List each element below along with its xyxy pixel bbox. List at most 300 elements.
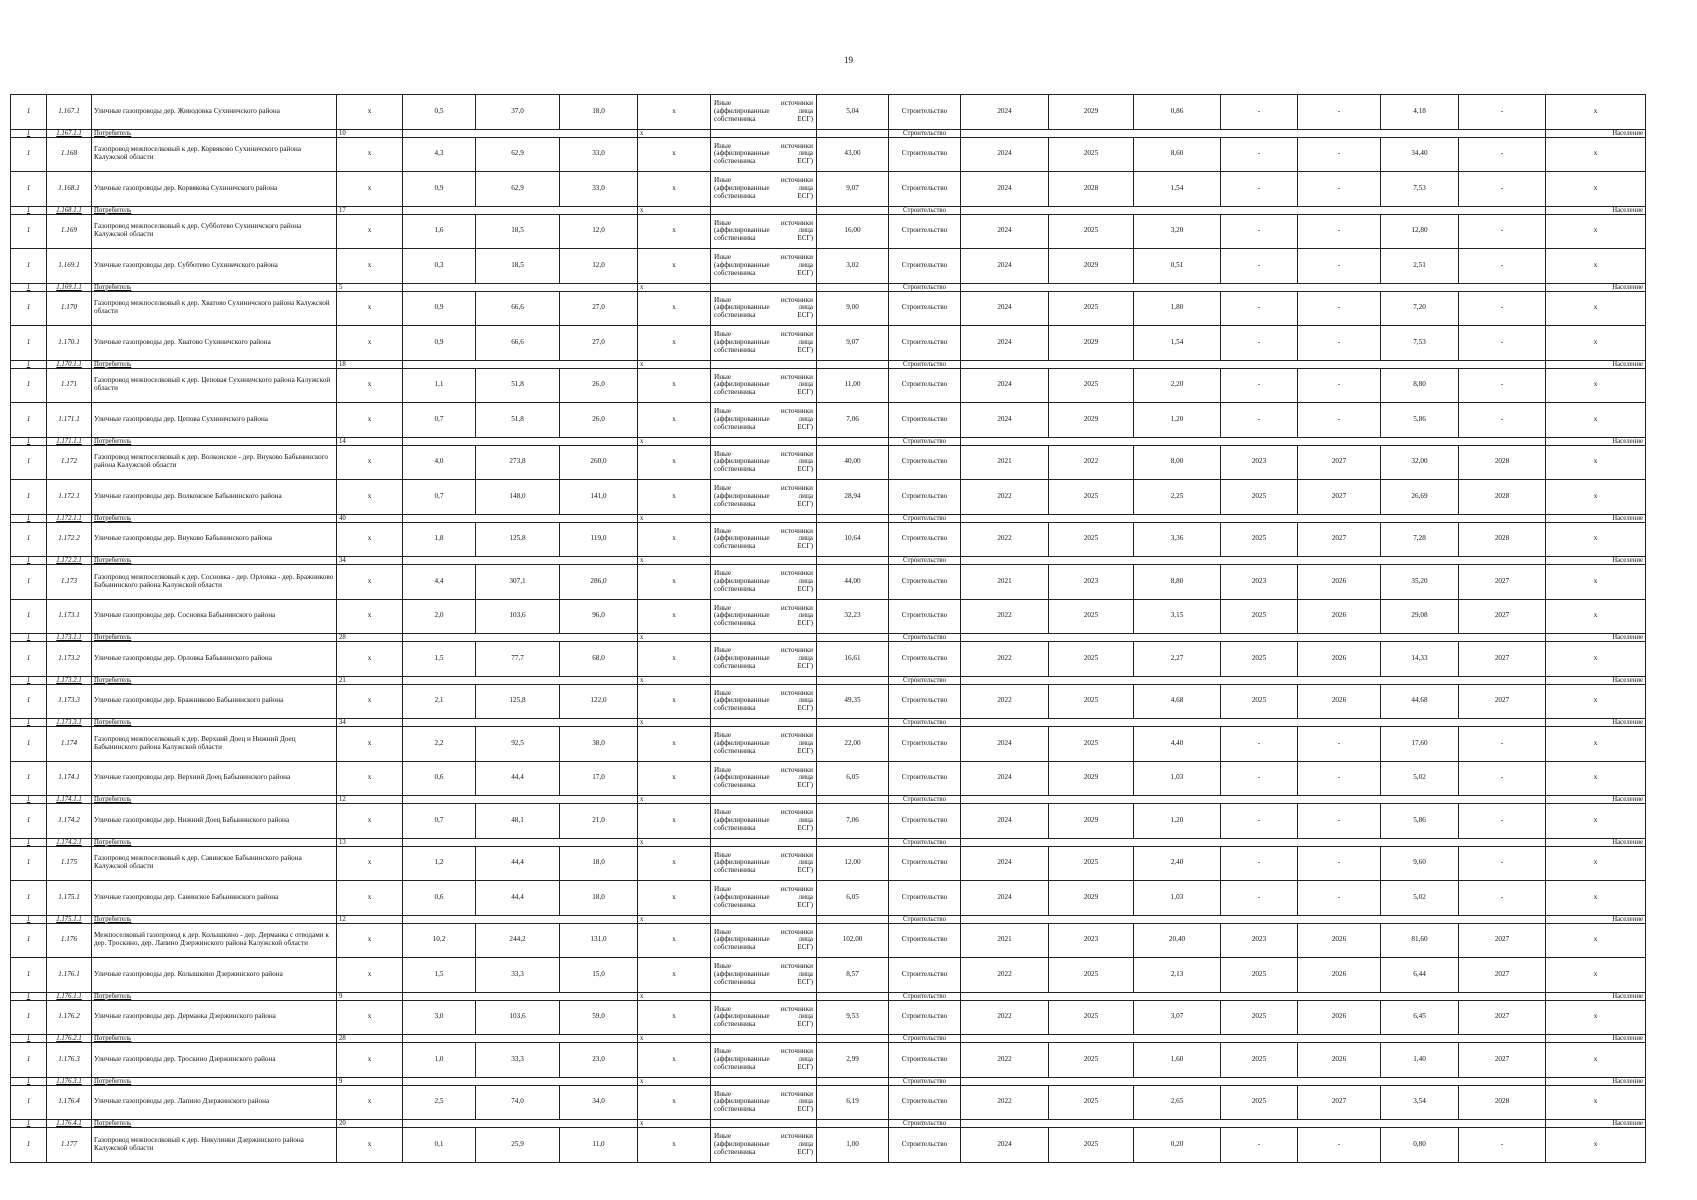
- start-year: 2022: [961, 522, 1049, 557]
- cell-mark: x: [1546, 958, 1646, 993]
- empty-cell: [403, 796, 638, 804]
- consumer-row: [11, 915, 1646, 923]
- pipeline-length: 0,6: [403, 761, 476, 796]
- construction-start: -: [1221, 804, 1298, 839]
- construction-cost: 5,86: [1381, 804, 1459, 839]
- empty-cell: [961, 514, 1546, 522]
- empty-cell: [961, 719, 1546, 727]
- empty-cell: [403, 915, 638, 923]
- total-cost: 6,05: [817, 881, 889, 916]
- start-year: 2024: [961, 403, 1049, 438]
- cell-mark: x: [1546, 727, 1646, 762]
- cell-mark: x: [1546, 565, 1646, 600]
- empty-cell: [817, 915, 889, 923]
- cell-mark: x: [638, 1120, 711, 1128]
- construction-end: -: [1298, 214, 1381, 249]
- cell-mark: x: [1546, 804, 1646, 839]
- empty-cell: [817, 1077, 889, 1085]
- work-type: Строительство: [889, 992, 961, 1000]
- gas-consumption: 27,0: [560, 291, 638, 326]
- consumer-category: Население: [1546, 1035, 1646, 1043]
- cell-mark: x: [638, 172, 711, 207]
- consumer-row: [11, 796, 1646, 804]
- construction-cost: 7,53: [1381, 172, 1459, 207]
- row-number: 1: [11, 1043, 47, 1078]
- cell-mark: x: [638, 796, 711, 804]
- object-code: 1.168.1: [47, 172, 92, 207]
- cell-mark: x: [337, 1000, 403, 1035]
- empty-cell: [817, 283, 889, 291]
- object-name: Газопровод межпоселковый к дер. Цеповая Сухиничского района Калужской области: [92, 368, 337, 403]
- design-cost: 4,40: [1134, 727, 1221, 762]
- funding-source: Иные источники (аффилированные лица собственника ЕСГ): [711, 1128, 817, 1163]
- empty-cell: [403, 360, 638, 368]
- cell-mark: x: [638, 514, 711, 522]
- start-year: 2024: [961, 846, 1049, 881]
- pipeline-length: 1,5: [403, 958, 476, 993]
- cell-mark: x: [1546, 1043, 1646, 1078]
- design-cost: 0,20: [1134, 1128, 1221, 1163]
- gas-volume: 92,5: [476, 727, 560, 762]
- work-type: Строительство: [889, 522, 961, 557]
- consumer-count: 10: [337, 129, 403, 137]
- cell-mark: x: [638, 719, 711, 727]
- object-code: 1.173.1.1: [47, 634, 92, 642]
- commissioning-year: -: [1459, 137, 1546, 172]
- gas-consumption: 33,0: [560, 137, 638, 172]
- empty-cell: [711, 360, 817, 368]
- table-row: [11, 958, 1646, 993]
- construction-cost: 8,80: [1381, 368, 1459, 403]
- row-number: 1: [11, 1085, 47, 1120]
- row-number: 1: [11, 1120, 47, 1128]
- row-number: 1: [11, 522, 47, 557]
- empty-cell: [817, 129, 889, 137]
- object-code: 1.172: [47, 445, 92, 480]
- consumer-count: 18: [337, 360, 403, 368]
- commissioning-year: -: [1459, 95, 1546, 130]
- empty-cell: [711, 129, 817, 137]
- table-row: [11, 445, 1646, 480]
- construction-cost: 26,69: [1381, 480, 1459, 515]
- total-cost: 6,05: [817, 761, 889, 796]
- cell-mark: x: [638, 283, 711, 291]
- consumer-count: 17: [337, 206, 403, 214]
- empty-cell: [961, 437, 1546, 445]
- end-year: 2025: [1049, 1085, 1134, 1120]
- work-type: Строительство: [889, 129, 961, 137]
- object-name: Газопровод межпоселковый к дер. Волконское - дер. Внуково Бабынинского района Калужской области: [92, 445, 337, 480]
- design-cost: 2,25: [1134, 480, 1221, 515]
- end-year: 2029: [1049, 249, 1134, 284]
- cell-mark: x: [638, 206, 711, 214]
- cell-mark: x: [337, 1128, 403, 1163]
- row-number: 1: [11, 719, 47, 727]
- row-number: 1: [11, 565, 47, 600]
- construction-end: -: [1298, 172, 1381, 207]
- row-number: 1: [11, 557, 47, 565]
- total-cost: 7,06: [817, 804, 889, 839]
- gas-volume: 51,8: [476, 403, 560, 438]
- table-row: [11, 599, 1646, 634]
- pipeline-length: 0,1: [403, 1128, 476, 1163]
- gas-volume: 66,6: [476, 291, 560, 326]
- cell-mark: x: [638, 992, 711, 1000]
- gas-volume: 25,9: [476, 1128, 560, 1163]
- construction-cost: 5,86: [1381, 403, 1459, 438]
- pipeline-length: 2,5: [403, 1085, 476, 1120]
- empty-cell: [961, 283, 1546, 291]
- cell-mark: x: [337, 249, 403, 284]
- cell-mark: x: [1546, 761, 1646, 796]
- construction-end: 2026: [1298, 684, 1381, 719]
- row-number: 1: [11, 172, 47, 207]
- consumer-row: [11, 206, 1646, 214]
- construction-end: -: [1298, 846, 1381, 881]
- empty-cell: [711, 1077, 817, 1085]
- pipeline-length: 1,8: [403, 522, 476, 557]
- row-number: 1: [11, 437, 47, 445]
- cell-mark: x: [337, 804, 403, 839]
- object-code: 1.169.1.1: [47, 283, 92, 291]
- empty-cell: [961, 206, 1546, 214]
- consumer-row: [11, 283, 1646, 291]
- consumer-category: Население: [1546, 634, 1646, 642]
- cell-mark: x: [337, 214, 403, 249]
- start-year: 2024: [961, 761, 1049, 796]
- row-number: 1: [11, 992, 47, 1000]
- start-year: 2022: [961, 684, 1049, 719]
- table-row: [11, 214, 1646, 249]
- object-name: Газопровод межпоселковый к дер. Верхний Доец и Нижний Доец Бабынинского района Калужской области: [92, 727, 337, 762]
- row-number: 1: [11, 676, 47, 684]
- funding-source: Иные источники (аффилированные лица собственника ЕСГ): [711, 1043, 817, 1078]
- consumer-row: [11, 360, 1646, 368]
- cell-mark: x: [638, 1077, 711, 1085]
- total-cost: 9,00: [817, 291, 889, 326]
- empty-cell: [403, 129, 638, 137]
- gas-volume: 148,0: [476, 480, 560, 515]
- object-name: Уличные газопроводы дер. Дерманка Дзержинского района: [92, 1000, 337, 1035]
- table-row: [11, 881, 1646, 916]
- construction-start: -: [1221, 214, 1298, 249]
- empty-cell: [961, 796, 1546, 804]
- commissioning-year: 2027: [1459, 642, 1546, 677]
- gas-volume: 37,0: [476, 95, 560, 130]
- table-row: [11, 761, 1646, 796]
- page-number: 19: [844, 55, 853, 65]
- cell-mark: x: [638, 480, 711, 515]
- empty-cell: [711, 915, 817, 923]
- table-row: [11, 1043, 1646, 1078]
- empty-cell: [961, 915, 1546, 923]
- row-number: 1: [11, 838, 47, 846]
- cell-mark: x: [638, 137, 711, 172]
- object-code: 1.168.1.1: [47, 206, 92, 214]
- object-code: 1.174.1: [47, 761, 92, 796]
- object-code: 1.173.3: [47, 684, 92, 719]
- start-year: 2024: [961, 291, 1049, 326]
- object-name: Уличные газопроводы дер. Лапино Дзержинского района: [92, 1085, 337, 1120]
- object-name: Уличные газопроводы дер. Субботево Сухиничского района: [92, 249, 337, 284]
- consumer-label: Потребитель: [92, 1120, 337, 1128]
- work-type: Строительство: [889, 923, 961, 958]
- construction-end: -: [1298, 368, 1381, 403]
- work-type: Строительство: [889, 291, 961, 326]
- total-cost: 11,00: [817, 368, 889, 403]
- construction-cost: 7,53: [1381, 326, 1459, 361]
- consumer-count: 9: [337, 1077, 403, 1085]
- consumer-category: Население: [1546, 719, 1646, 727]
- end-year: 2029: [1049, 95, 1134, 130]
- empty-cell: [817, 514, 889, 522]
- pipeline-length: 0,9: [403, 326, 476, 361]
- object-code: 1.174: [47, 727, 92, 762]
- design-cost: 3,36: [1134, 522, 1221, 557]
- cell-mark: x: [337, 172, 403, 207]
- start-year: 2024: [961, 137, 1049, 172]
- work-type: Строительство: [889, 1043, 961, 1078]
- work-type: Строительство: [889, 599, 961, 634]
- cell-mark: x: [1546, 326, 1646, 361]
- gas-volume: 62,9: [476, 137, 560, 172]
- cell-mark: x: [638, 684, 711, 719]
- empty-cell: [961, 838, 1546, 846]
- work-type: Строительство: [889, 403, 961, 438]
- object-code: 1.173.2.1: [47, 676, 92, 684]
- cell-mark: x: [1546, 249, 1646, 284]
- cell-mark: x: [638, 368, 711, 403]
- row-number: 1: [11, 283, 47, 291]
- consumer-count: 12: [337, 796, 403, 804]
- object-name: Уличные газопроводы дер. Бражниково Бабынинского района: [92, 684, 337, 719]
- cell-mark: x: [337, 761, 403, 796]
- commissioning-year: -: [1459, 403, 1546, 438]
- funding-source: Иные источники (аффилированные лица собственника ЕСГ): [711, 958, 817, 993]
- object-code: 1.173.1: [47, 599, 92, 634]
- start-year: 2022: [961, 480, 1049, 515]
- total-cost: 9,07: [817, 172, 889, 207]
- cell-mark: x: [1546, 445, 1646, 480]
- empty-cell: [711, 1120, 817, 1128]
- consumer-label: Потребитель: [92, 634, 337, 642]
- cell-mark: x: [337, 958, 403, 993]
- end-year: 2025: [1049, 522, 1134, 557]
- commissioning-year: 2028: [1459, 445, 1546, 480]
- end-year: 2025: [1049, 642, 1134, 677]
- empty-cell: [403, 437, 638, 445]
- cell-mark: x: [638, 1043, 711, 1078]
- construction-end: -: [1298, 249, 1381, 284]
- commissioning-year: 2027: [1459, 684, 1546, 719]
- gas-consumption: 23,0: [560, 1043, 638, 1078]
- construction-cost: 1,40: [1381, 1043, 1459, 1078]
- empty-cell: [403, 1077, 638, 1085]
- cell-mark: x: [1546, 291, 1646, 326]
- commissioning-year: 2028: [1459, 480, 1546, 515]
- work-type: Строительство: [889, 360, 961, 368]
- row-number: 1: [11, 480, 47, 515]
- object-code: 1.167.1.1: [47, 129, 92, 137]
- cell-mark: x: [337, 326, 403, 361]
- pipeline-length: 1,6: [403, 214, 476, 249]
- gas-consumption: 141,0: [560, 480, 638, 515]
- row-number: 1: [11, 95, 47, 130]
- total-cost: 8,57: [817, 958, 889, 993]
- commissioning-year: -: [1459, 291, 1546, 326]
- start-year: 2024: [961, 804, 1049, 839]
- object-code: 1.175: [47, 846, 92, 881]
- cell-mark: x: [638, 634, 711, 642]
- cell-mark: x: [638, 1035, 711, 1043]
- object-code: 1.177: [47, 1128, 92, 1163]
- commissioning-year: -: [1459, 368, 1546, 403]
- construction-cost: 35,20: [1381, 565, 1459, 600]
- design-cost: 1,03: [1134, 881, 1221, 916]
- construction-cost: 7,20: [1381, 291, 1459, 326]
- construction-end: 2027: [1298, 522, 1381, 557]
- construction-end: -: [1298, 727, 1381, 762]
- construction-end: 2026: [1298, 923, 1381, 958]
- consumer-count: 13: [337, 838, 403, 846]
- consumer-row: [11, 1120, 1646, 1128]
- object-code: 1.176.1.1: [47, 992, 92, 1000]
- table-row: [11, 804, 1646, 839]
- object-code: 1.176.3: [47, 1043, 92, 1078]
- start-year: 2022: [961, 1000, 1049, 1035]
- start-year: 2024: [961, 727, 1049, 762]
- total-cost: 16,00: [817, 214, 889, 249]
- object-code: 1.172.2: [47, 522, 92, 557]
- work-type: Строительство: [889, 1035, 961, 1043]
- object-name: Уличные газопроводы дер. Волконское Бабынинского района: [92, 480, 337, 515]
- construction-start: 2023: [1221, 923, 1298, 958]
- work-type: Строительство: [889, 249, 961, 284]
- end-year: 2029: [1049, 804, 1134, 839]
- work-type: Строительство: [889, 634, 961, 642]
- consumer-category: Население: [1546, 838, 1646, 846]
- object-name: Газопровод межпоселковый к дер. Савинское Бабынинского района Калужской области: [92, 846, 337, 881]
- empty-cell: [403, 1035, 638, 1043]
- row-number: 1: [11, 599, 47, 634]
- row-number: 1: [11, 249, 47, 284]
- work-type: Строительство: [889, 684, 961, 719]
- cell-mark: x: [638, 958, 711, 993]
- empty-cell: [711, 514, 817, 522]
- funding-source: Иные источники (аффилированные лица собственника ЕСГ): [711, 480, 817, 515]
- gas-consumption: 15,0: [560, 958, 638, 993]
- table-row: [11, 368, 1646, 403]
- cell-mark: x: [1546, 137, 1646, 172]
- consumer-label: Потребитель: [92, 437, 337, 445]
- gas-consumption: 12,0: [560, 249, 638, 284]
- commissioning-year: 2027: [1459, 1043, 1546, 1078]
- start-year: 2024: [961, 1128, 1049, 1163]
- total-cost: 44,00: [817, 565, 889, 600]
- work-type: Строительство: [889, 283, 961, 291]
- construction-end: -: [1298, 326, 1381, 361]
- empty-cell: [817, 1120, 889, 1128]
- object-name: Газопровод межпоселковый к дер. Хватово Сухиничского района Калужской области: [92, 291, 337, 326]
- consumer-row: [11, 719, 1646, 727]
- funding-source: Иные источники (аффилированные лица собственника ЕСГ): [711, 923, 817, 958]
- end-year: 2029: [1049, 881, 1134, 916]
- consumer-category: Население: [1546, 796, 1646, 804]
- construction-end: 2026: [1298, 565, 1381, 600]
- empty-cell: [403, 992, 638, 1000]
- row-number: 1: [11, 214, 47, 249]
- construction-end: -: [1298, 137, 1381, 172]
- empty-cell: [817, 838, 889, 846]
- work-type: Строительство: [889, 846, 961, 881]
- cell-mark: x: [337, 599, 403, 634]
- end-year: 2023: [1049, 565, 1134, 600]
- table-row: [11, 291, 1646, 326]
- commissioning-year: -: [1459, 1128, 1546, 1163]
- commissioning-year: -: [1459, 214, 1546, 249]
- pipeline-length: 0,5: [403, 95, 476, 130]
- object-code: 1.170.1.1: [47, 360, 92, 368]
- work-type: Строительство: [889, 761, 961, 796]
- empty-cell: [403, 634, 638, 642]
- table-row: [11, 249, 1646, 284]
- gas-consumption: 33,0: [560, 172, 638, 207]
- cell-mark: x: [337, 403, 403, 438]
- object-code: 1.176.2: [47, 1000, 92, 1035]
- construction-start: 2025: [1221, 599, 1298, 634]
- funding-source: Иные источники (аффилированные лица собственника ЕСГ): [711, 214, 817, 249]
- row-number: 1: [11, 727, 47, 762]
- construction-end: -: [1298, 881, 1381, 916]
- consumer-label: Потребитель: [92, 796, 337, 804]
- row-number: 1: [11, 761, 47, 796]
- object-code: 1.175.1: [47, 881, 92, 916]
- pipeline-length: 3,0: [403, 1000, 476, 1035]
- row-number: 1: [11, 403, 47, 438]
- gas-consumption: 68,0: [560, 642, 638, 677]
- gas-consumption: 260,0: [560, 445, 638, 480]
- empty-cell: [817, 557, 889, 565]
- table-row: [11, 684, 1646, 719]
- row-number: 1: [11, 923, 47, 958]
- construction-cost: 3,54: [1381, 1085, 1459, 1120]
- funding-source: Иные источники (аффилированные лица собственника ЕСГ): [711, 249, 817, 284]
- construction-end: 2027: [1298, 480, 1381, 515]
- gas-consumption: 122,0: [560, 684, 638, 719]
- gas-consumption: 26,0: [560, 403, 638, 438]
- construction-end: -: [1298, 95, 1381, 130]
- construction-start: 2025: [1221, 522, 1298, 557]
- work-type: Строительство: [889, 206, 961, 214]
- funding-source: Иные источники (аффилированные лица собственника ЕСГ): [711, 881, 817, 916]
- empty-cell: [403, 676, 638, 684]
- funding-source: Иные источники (аффилированные лица собственника ЕСГ): [711, 642, 817, 677]
- total-cost: 43,00: [817, 137, 889, 172]
- construction-end: 2026: [1298, 1043, 1381, 1078]
- empty-cell: [961, 634, 1546, 642]
- object-name: Уличные газопроводы дер. Колышкино Дзержинского района: [92, 958, 337, 993]
- object-name: Уличные газопроводы дер. Верхний Доец Бабынинского района: [92, 761, 337, 796]
- cell-mark: x: [638, 445, 711, 480]
- object-name: Уличные газопроводы дер. Хватово Сухиничского района: [92, 326, 337, 361]
- work-type: Строительство: [889, 1128, 961, 1163]
- consumer-row: [11, 514, 1646, 522]
- row-number: 1: [11, 1035, 47, 1043]
- consumer-row: [11, 676, 1646, 684]
- gas-consumption: 131,0: [560, 923, 638, 958]
- object-code: 1.176.3.1: [47, 1077, 92, 1085]
- table-row: [11, 172, 1646, 207]
